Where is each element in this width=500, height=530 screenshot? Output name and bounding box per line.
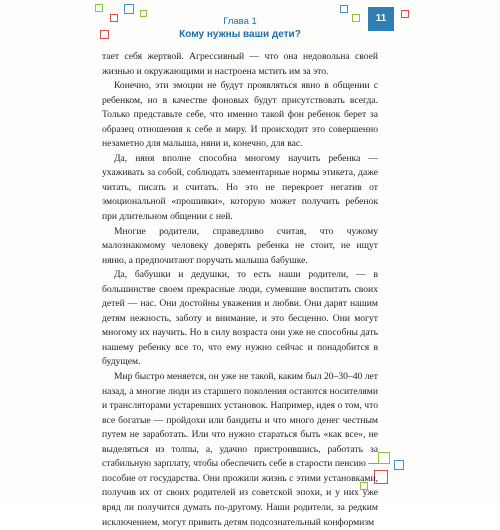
decor-square [378,452,390,464]
paragraph: тает себя жертвой. Агрессивный — что она недовольна своей жизнью и окружающими и настроена мстить им за это. [102,51,378,77]
paragraph: Да, няня вполне способна многому научить ребенка — ухаживать за собой, соблюдать элементарные нормы этикета, даже читать, писать и считать. Но это не перекроет негатив от эмоциональной «прошивки», которую может получить ребенок при длительном общении с ней. [102,152,378,223]
paragraph: Да, бабушки и дедушки, то есть наши родители, — в большинстве своем прекрасные люди, сумевшие воспитать своих детей — нас. Они достойны уважения и любви. Они дарят нашим детям нежность, заботу и внимание, и это бесценно. Они могут многому их научить. Но в силу возраста они уже не способны дать нашему ребенку все то, что ему нужно сейчас и понадобится в будущем. [102,269,378,368]
paragraph: Мир быстро меняется, он уже не такой, каким был 20–30–40 лет назад, а многие люди из старшего поколения остаются носителями и трансляторами устаревших установок. Например, идея о том, что все богатые — пройдохи или бандиты и что много денег честным путем не заработать. Или что нужно стараться быть «как все», не выделяться из толпы, а, удачно пристроившись, работать за стабильную зарплату, чтобы обеспечить себе в старости пенсию — пособие от государства. Они прожили жизнь с этими установками, получив их от своих родителей из советской эпохи, и у них уже вряд ли получится думать по-другому. Наши родители, за редким исключением, могут привить детям подсознательный конформизм [102,371,378,528]
page-number: 11 [368,7,394,31]
decor-square [401,10,409,18]
paragraph: Конечно, эти эмоции не будут проявляться явно в общении с ребенком, но в качестве фоновых будут присутствовать всегда. Только представьте себе, что именно такой фон ребенок берет за образец отношения к себе и миру. И происходит это совершенно незаметно для малыша, няни и, конечно, для вас. [102,80,378,150]
chapter-label: Глава 1 [223,16,257,27]
decor-square [95,4,103,12]
decor-square [340,5,348,13]
running-header [90,16,390,41]
decor-square [394,460,404,470]
body-text [102,50,378,530]
paragraph: Многие родители, справедливо считая, что чужому малознакомому человеку доверять ребенка не стоит, не ищут няню, а предпочитают поручать малыша бабушке. [102,225,378,266]
decor-square [124,4,134,14]
chapter-title: Кому нужны ваши дети? [179,29,301,40]
